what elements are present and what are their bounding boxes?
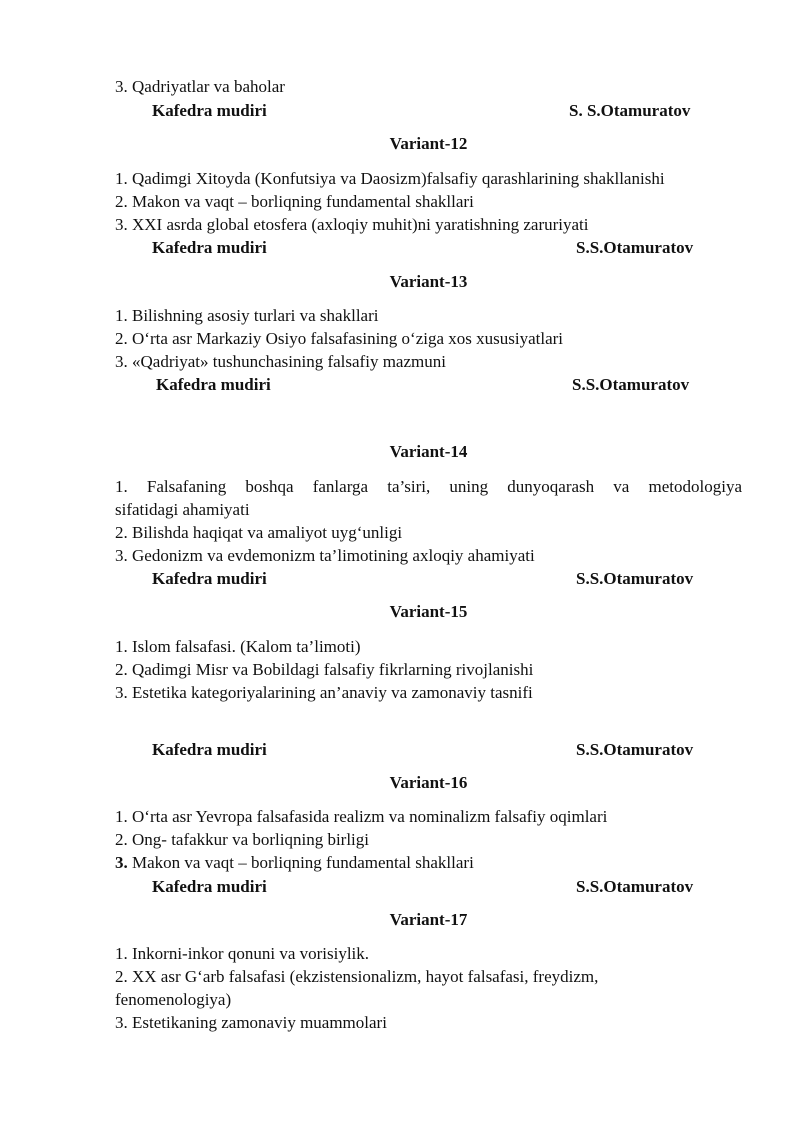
variant-16-question-2: 2. Ong- tafakkur va borliqning birligi bbox=[115, 830, 370, 849]
variant-17-question-1: 1. Inkorni-inkor qonuni va vorisiylik. bbox=[115, 944, 370, 963]
prev-question-3: 3. Qadriyatlar va baholar bbox=[115, 77, 285, 96]
head-of-department-label: Kafedra mudiri bbox=[152, 238, 267, 257]
question-number: 3. bbox=[115, 853, 128, 872]
variant-14-question-1-cont: sifatidagi ahamiyati bbox=[115, 500, 250, 519]
variant-17-question-3: 3. Estetikaning zamonaviy muammolari bbox=[115, 1013, 387, 1032]
variant-16-question-1: 1. O‘rta asr Yevropa falsafasida realizm va nominalizm falsafiy oqimlari bbox=[115, 807, 608, 826]
variant-14-title: Variant-14 bbox=[389, 442, 468, 461]
variant-17-title: Variant-17 bbox=[389, 910, 468, 929]
head-of-department-label: Kafedra mudiri bbox=[152, 101, 267, 120]
variant-16-title: Variant-16 bbox=[389, 773, 468, 792]
variant-14-question-1: 1. Falsafaning boshqa fanlarga ta’siri, uning dunyoqarash va metodologiya bbox=[115, 477, 742, 496]
variant-14-question-3: 3. Gedonizm va evdemonizm ta’limotining axloqiy ahamiyati bbox=[115, 546, 535, 565]
variant-16-question-3 bbox=[115, 853, 474, 873]
variant-17-question-2: 2. XX asr G‘arb falsafasi (ekzistensionalizm, hayot falsafasi, freydizm, bbox=[115, 967, 599, 986]
variant-12-question-3: 3. XXI asrda global etosfera (axloqiy muhit)ni yaratishning zaruriyati bbox=[115, 215, 589, 234]
head-of-department-label: Kafedra mudiri bbox=[156, 375, 271, 394]
signatory-name: S. S.Otamuratov bbox=[569, 101, 691, 120]
head-of-department-label: Kafedra mudiri bbox=[152, 740, 267, 759]
head-of-department-label: Kafedra mudiri bbox=[152, 877, 267, 896]
question-text: Makon va vaqt – borliqning fundamental shakllari bbox=[127, 853, 474, 872]
variant-17-question-2-cont: fenomenologiya) bbox=[115, 990, 232, 1009]
variant-12-question-2: 2. Makon va vaqt – borliqning fundamental shakllari bbox=[115, 192, 474, 211]
variant-13-question-2: 2. O‘rta asr Markaziy Osiyo falsafasining o‘ziga xos xususiyatlari bbox=[115, 329, 564, 348]
signatory-name: S.S.Otamuratov bbox=[576, 569, 694, 588]
variant-15-question-1: 1. Islom falsafasi. (Kalom ta’limoti) bbox=[115, 637, 361, 656]
variant-13-title: Variant-13 bbox=[389, 272, 468, 291]
variant-15-question-3: 3. Estetika kategoriyalarining an’anaviy va zamonaviy tasnifi bbox=[115, 683, 533, 702]
variant-12-title: Variant-12 bbox=[389, 134, 468, 153]
variant-13-question-1: 1. Bilishning asosiy turlari va shakllari bbox=[115, 306, 379, 325]
head-of-department-label: Kafedra mudiri bbox=[152, 569, 267, 588]
variant-13-question-3: 3. «Qadriyat» tushunchasining falsafiy mazmuni bbox=[115, 352, 446, 371]
variant-12-question-1: 1. Qadimgi Xitoyda (Konfutsiya va Daosizm)falsafiy qarashlarining shakllanishi bbox=[115, 169, 665, 188]
signatory-name: S.S.Otamuratov bbox=[576, 238, 694, 257]
signatory-name: S.S.Otamuratov bbox=[576, 877, 694, 896]
variant-15-question-2: 2. Qadimgi Misr va Bobildagi falsafiy fikrlarning rivojlanishi bbox=[115, 660, 534, 679]
variant-15-title: Variant-15 bbox=[389, 602, 468, 621]
signatory-name: S.S.Otamuratov bbox=[572, 375, 690, 394]
signatory-name: S.S.Otamuratov bbox=[576, 740, 694, 759]
variant-14-question-2: 2. Bilishda haqiqat va amaliyot uyg‘unligi bbox=[115, 523, 403, 542]
